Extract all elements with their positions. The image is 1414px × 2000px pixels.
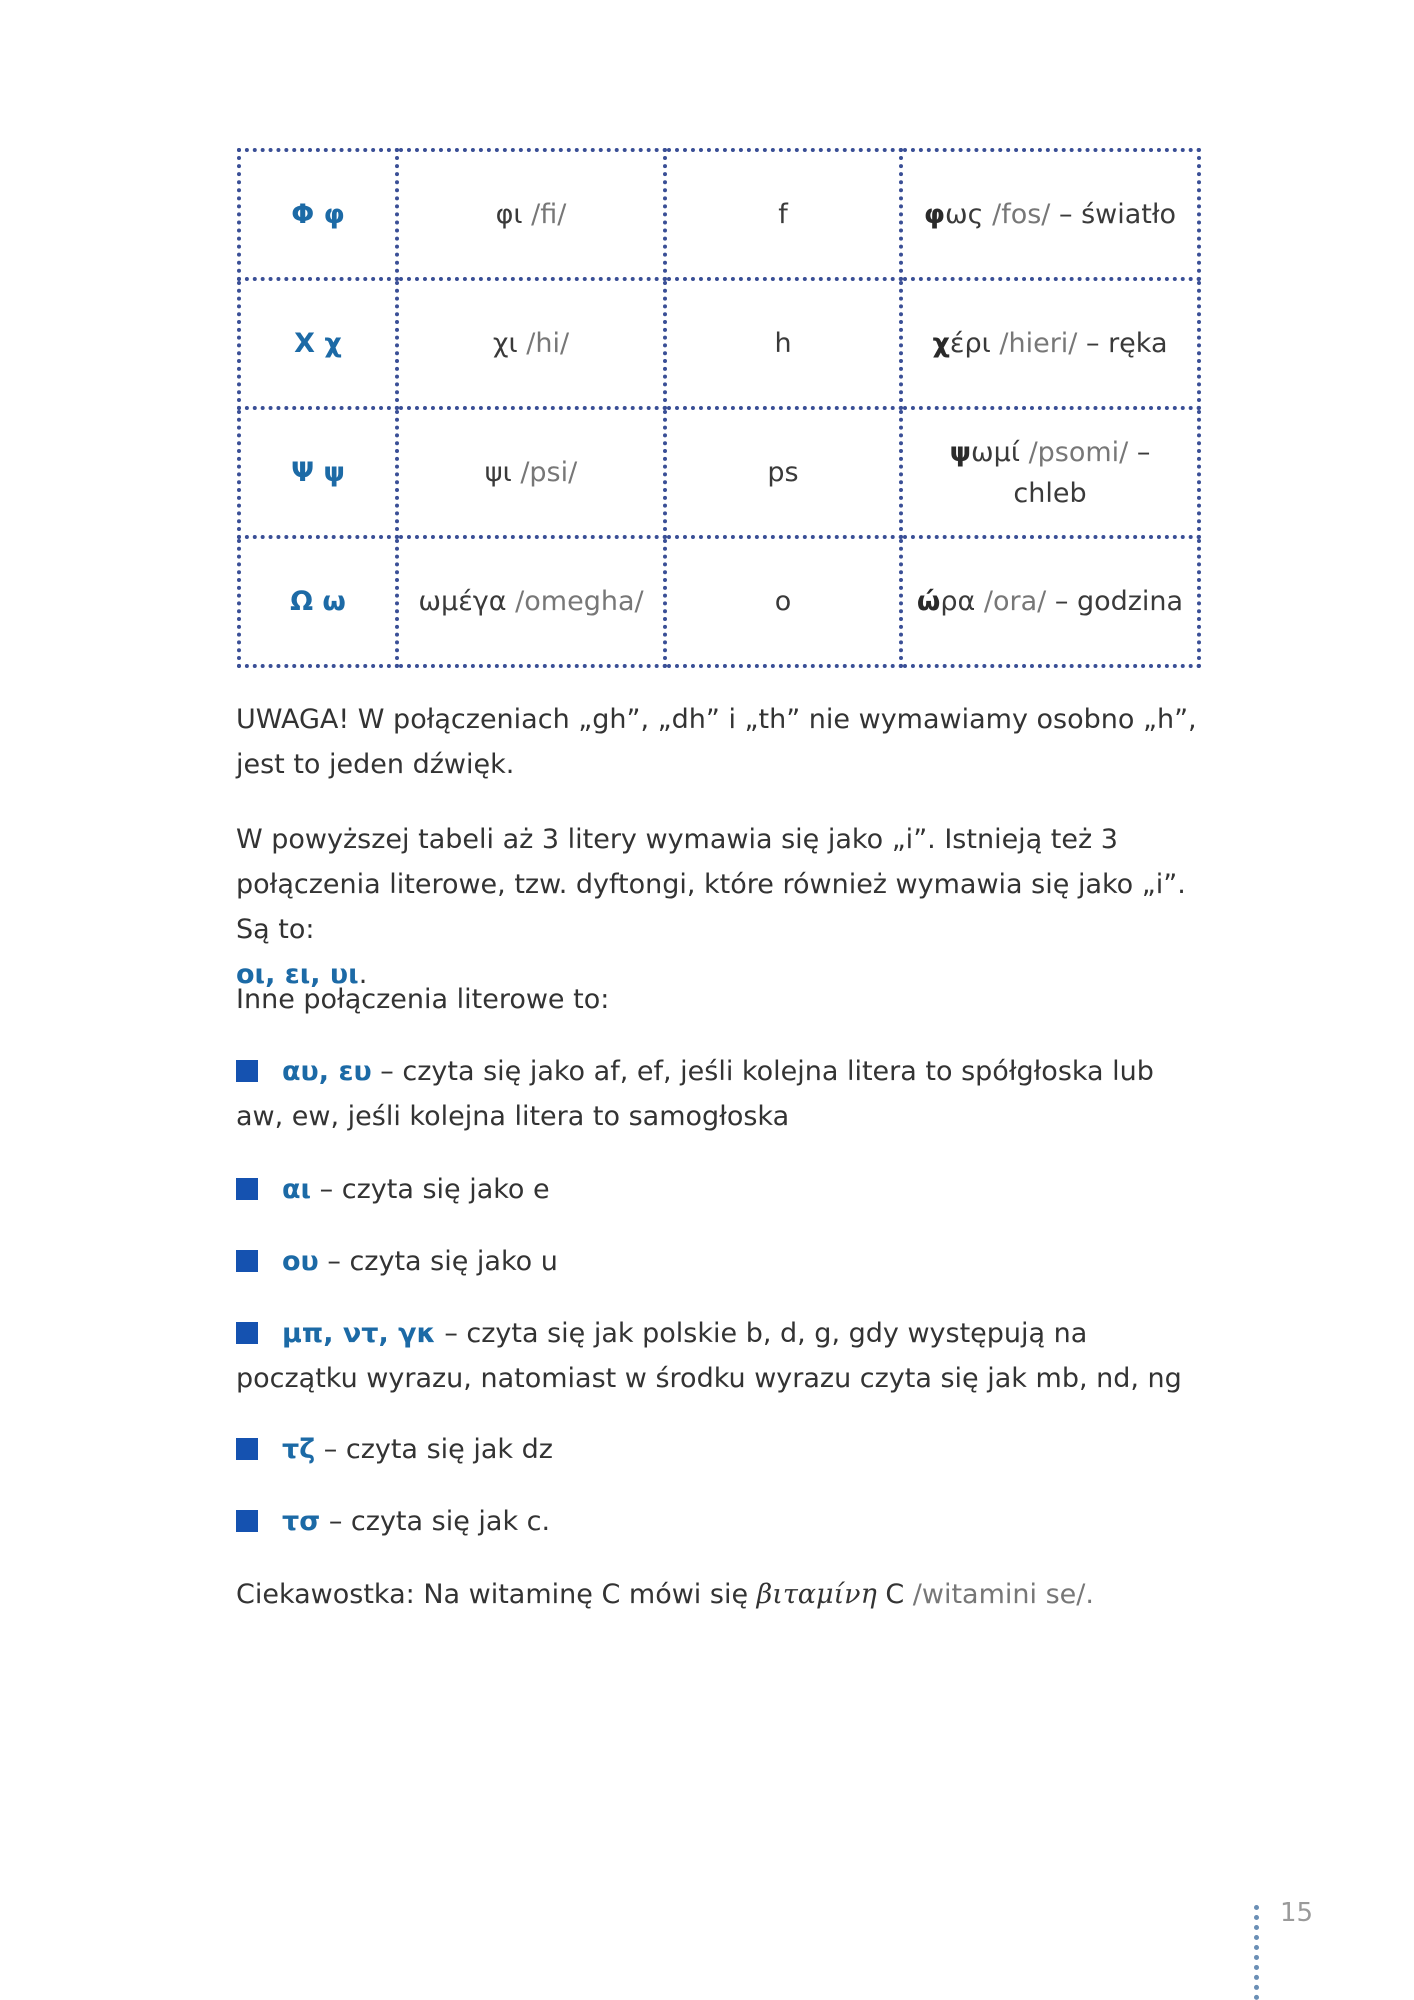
letter-name-pronunciation: /omegha/ [515,586,644,617]
diphthongs-greek: οι, ει, υι [236,959,359,990]
example-first-letter: ψ [949,436,972,468]
trivia-pronunciation: /witamini se/. [912,1579,1094,1610]
list-item [236,1499,1206,1544]
trivia-greek-word: βιταμίνη [756,1579,877,1610]
letter-cell: Ψ ψ [239,408,397,537]
example-pronunciation: /hieri/ [999,328,1078,359]
sound-cell: f [665,150,901,279]
trivia-paragraph [236,1572,1206,1617]
sound-cell: h [665,279,901,408]
square-bullet-icon [236,1322,258,1344]
example-pronunciation: /ora/ [983,586,1047,617]
example-cell [901,279,1199,408]
example-cell [901,150,1199,279]
diphthongs-paragraph [236,817,1206,997]
list-item [236,1239,1206,1284]
square-bullet-icon [236,1510,258,1532]
bullet-greek: ου [282,1246,319,1277]
example-pronunciation: /fos/ [992,199,1051,230]
bullet-greek: αι [282,1174,312,1205]
sound-cell: ps [665,408,901,537]
bullet-text: – czyta się jako u [318,1246,558,1277]
example-first-letter: φ [923,199,946,230]
greek-alphabet-table [237,148,1201,668]
letter-name-pronunciation: /fi/ [531,199,567,230]
bullet-text: – czyta się jak c. [320,1506,551,1537]
bullet-greek: τζ [282,1434,316,1465]
trivia-middle: C [876,1579,913,1610]
warning-note: UWAGA! W połączeniach „gh”, „dh” i „th” nie wymawiamy osobno „h”, jest to jeden dźwięk. [236,704,1197,780]
bullet-greek: τσ [282,1506,321,1537]
letter-cell: Ω ω [239,537,397,666]
sound-cell: o [665,537,901,666]
table-row [239,408,1199,537]
letter-name-greek: ψι [484,457,512,488]
letter-name-cell [397,537,665,666]
example-meaning: – światło [1059,199,1177,230]
list-item [236,1311,1206,1401]
list-item [236,1049,1206,1139]
diphthongs-text: W powyższej tabeli aż 3 litery wymawia się jako „i”. Istnieją też 3 połączenia literowe, tzw. dyftongi, które również wymawia się jako „i”. Są to: [236,824,1186,945]
example-first-letter: ώ [916,586,941,617]
letter-name-pronunciation: /psi/ [520,457,578,488]
letter-name-greek: φι [495,199,523,230]
other-combinations-intro: Inne połączenia literowe to: [236,984,610,1015]
example-word-rest: ως [945,199,984,230]
trivia-prefix: Ciekawostka: Na witaminę C mówi się [236,1579,757,1610]
example-pronunciation: /psomi/ [1028,436,1129,468]
example-first-letter: χ [932,328,950,359]
bullet-greek: αυ, ευ [282,1056,372,1087]
letter-cell: Χ χ [239,279,397,408]
table-row [239,279,1199,408]
bullet-text: – czyta się jako af, ef, jeśli kolejna litera to spółgłoska lub aw, ew, jeśli kolejna litera to samogłoska [236,1056,1154,1132]
page-number-rule [1254,1905,1259,2000]
square-bullet-icon [236,1250,258,1272]
example-word-rest: ωμί [971,436,1020,468]
square-bullet-icon [236,1060,258,1082]
example-meaning: – godzina [1054,586,1184,617]
diphthongs-end: . [358,959,368,990]
example-cell [901,537,1199,666]
example-meaning: – ręka [1086,328,1168,359]
square-bullet-icon [236,1438,258,1460]
page-number: 15 [1280,1898,1314,1928]
list-item [236,1427,1206,1472]
table-row [239,537,1199,666]
example-meaning: – chleb [1013,436,1151,509]
letter-name-greek: ωμέγα [418,586,507,617]
example-cell [901,408,1199,537]
letter-name-pronunciation: /hi/ [526,328,570,359]
list-item [236,1167,1206,1212]
example-word-rest: ρα [940,586,976,617]
letter-name-cell [397,150,665,279]
bullet-greek: μπ, ντ, γκ [282,1318,436,1349]
letter-name-cell [397,279,665,408]
bullet-text: – czyta się jako e [311,1174,550,1205]
letter-name-greek: χι [492,328,518,359]
example-word-rest: έρι [949,328,991,359]
letter-name-cell [397,408,665,537]
bullet-text: – czyta się jak dz [315,1434,553,1465]
letter-cell: Φ φ [239,150,397,279]
table-row [239,150,1199,279]
bullet-text: – czyta się jak polskie b, d, g, gdy występują na początku wyrazu, natomiast w środku wyrazu czyta się jak mb, nd, ng [236,1318,1182,1394]
square-bullet-icon [236,1178,258,1200]
